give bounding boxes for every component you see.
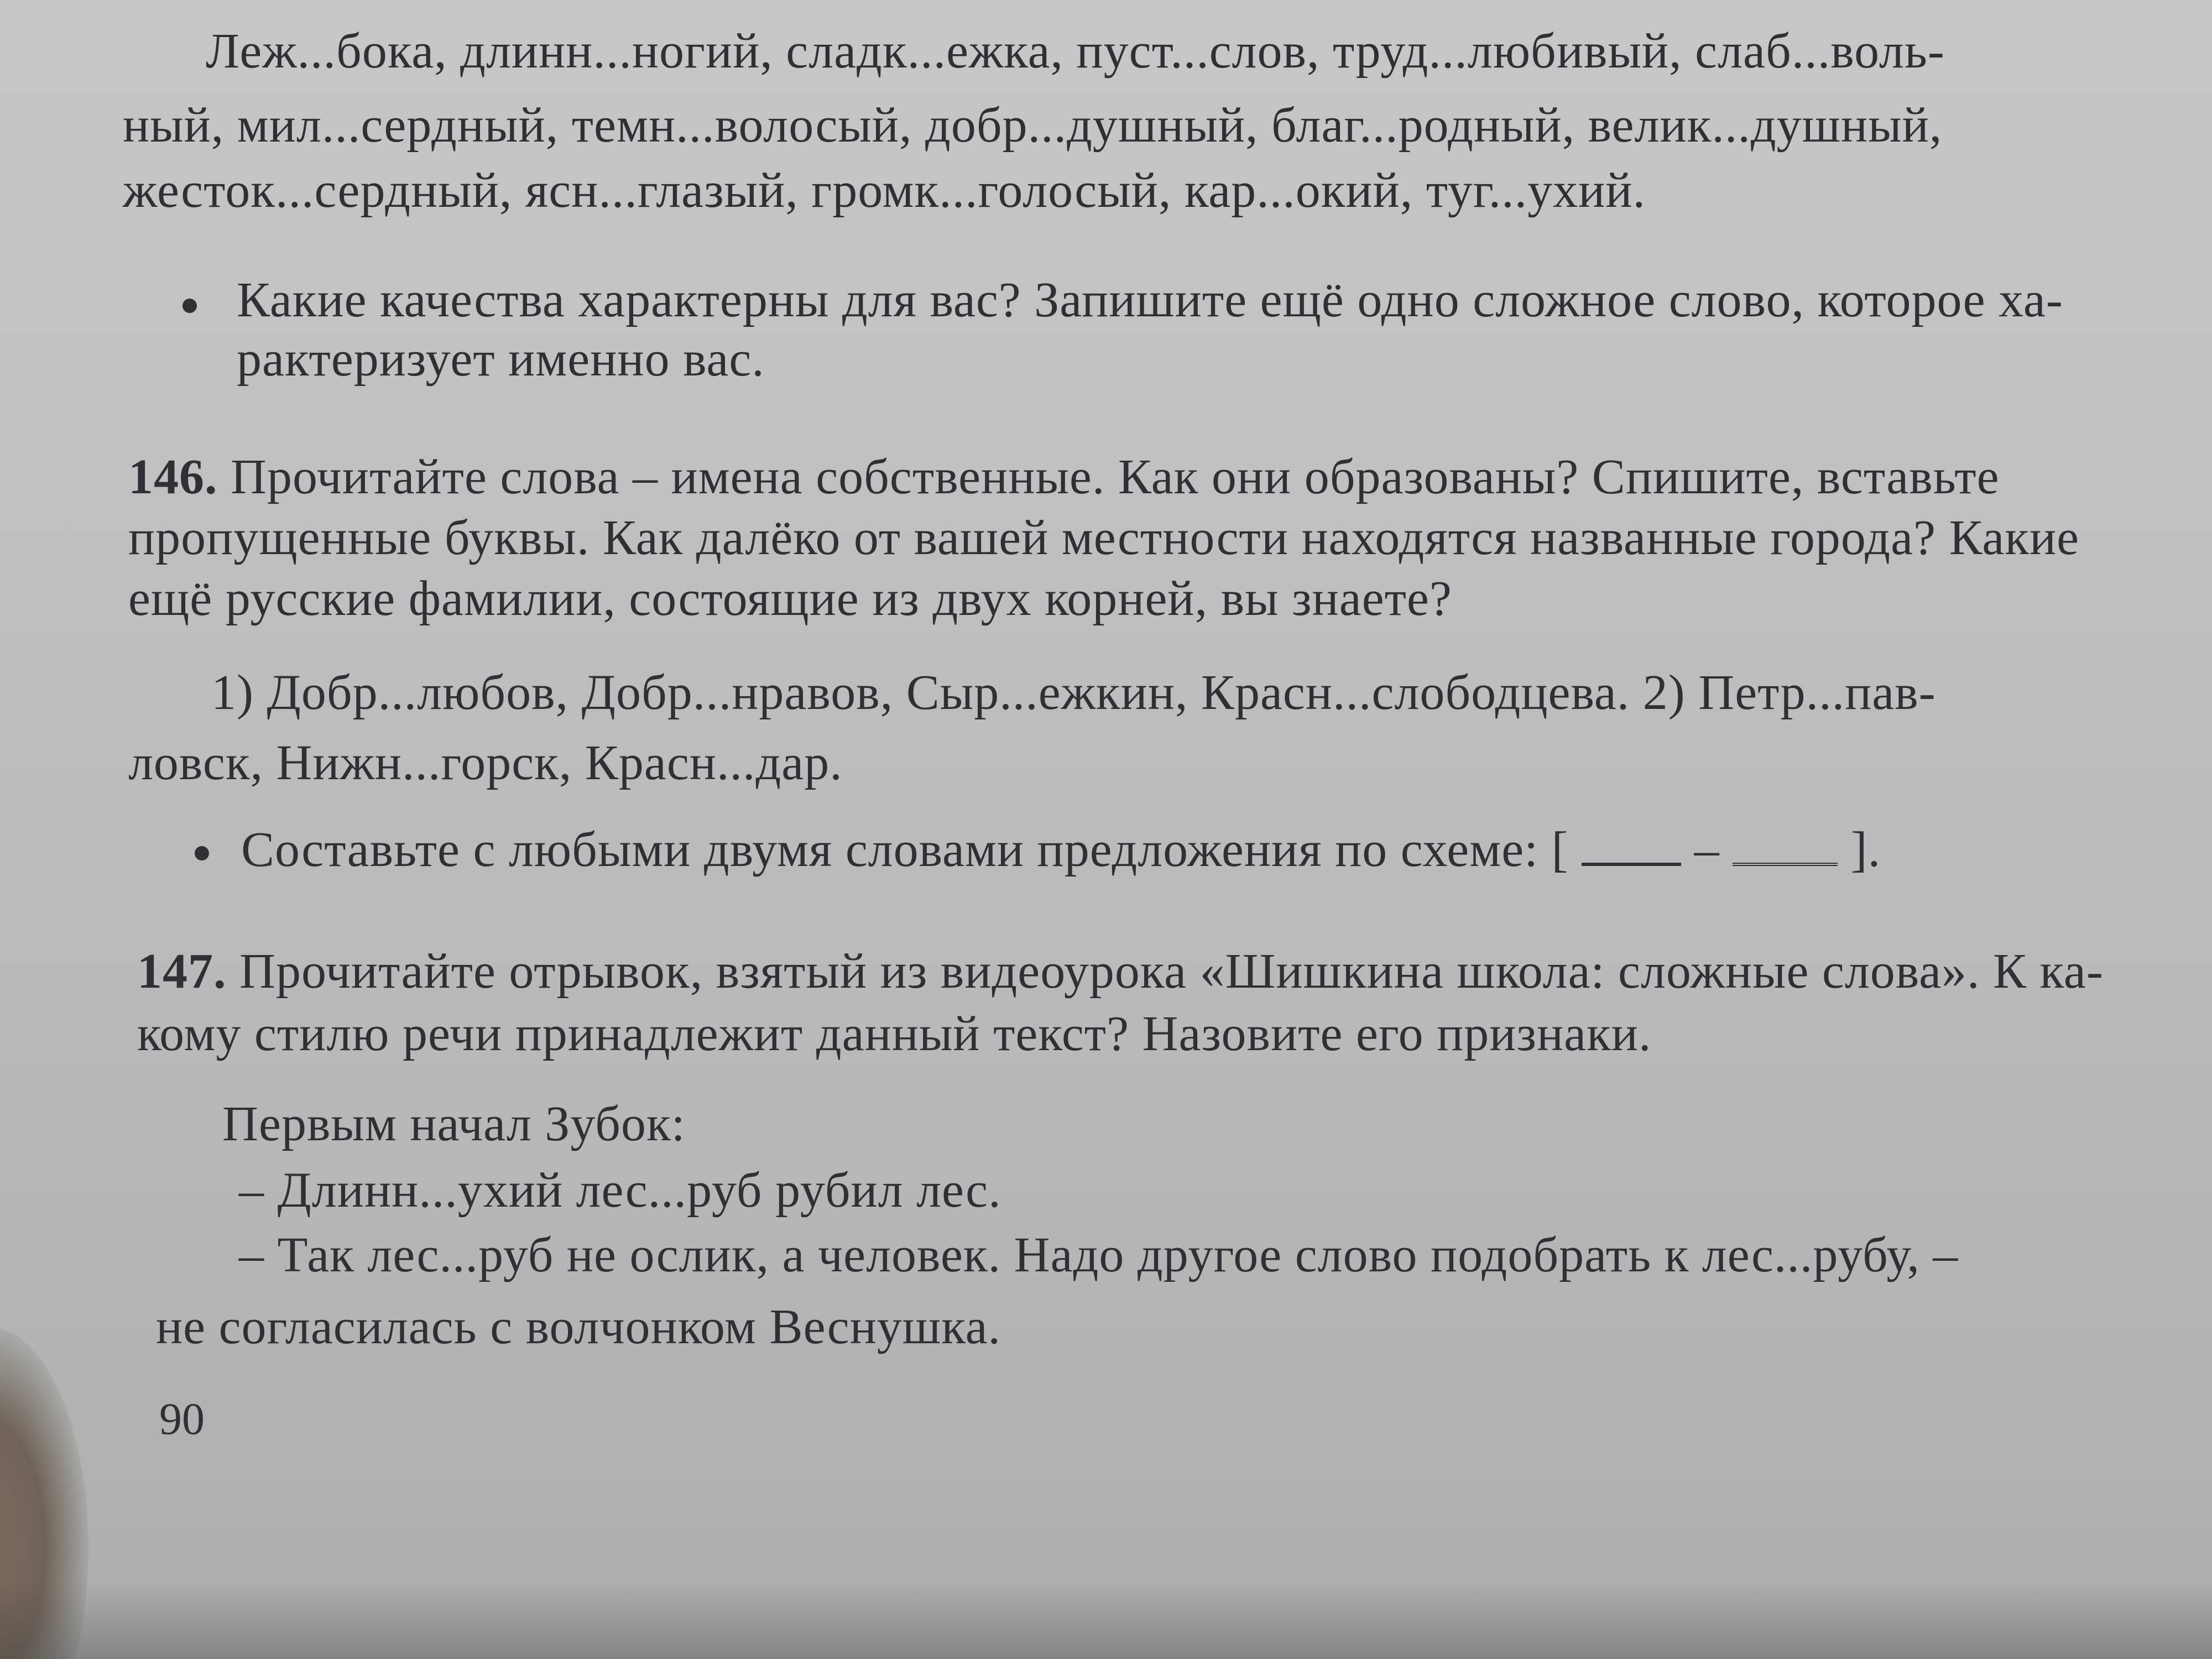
ex147-text-line-2: кому стилю речи принадлежит данный текст? Назовите его признаки. — [137, 1006, 1652, 1061]
page-bottom-shadow — [0, 1582, 2212, 1659]
scheme-blank-1 — [1582, 830, 1681, 866]
ex146-text-line-3: ещё русские фамилии, состоящие из двух корней, вы знаете? — [128, 571, 1452, 626]
ex147-dialogue-line-1: Первым начал Зубок: — [222, 1097, 686, 1151]
ex146-text-line-2: пропущенные буквы. Как далёко от вашей местности находятся названные города? Какие — [128, 510, 2080, 565]
ex145-line-1: Леж...бока, длинн...ногий, сладк...ежка, пуст...слов, труд...любивый, слаб...воль- — [206, 24, 1945, 79]
ex146-text-line-1: Прочитайте слова – имена собственные. Как они образованы? Спишите, вставьте — [231, 450, 2000, 504]
scheme-blank-2 — [1733, 830, 1838, 866]
bullet-icon — [182, 299, 197, 313]
ex145-task-line-2: рактеризует именно вас. — [237, 332, 765, 387]
scheme-end: ]. — [1850, 822, 1881, 877]
ex147-dialogue-line-2: – Длинн...ухий лес...руб рубил лес. — [239, 1163, 1001, 1218]
ex147-dialogue-line-3: – Так лес...руб не ослик, а человек. Надо другое слово подобрать к лес...рубу, – — [239, 1228, 1959, 1282]
page-number: 90 — [159, 1394, 205, 1444]
ex145-line-3: жесток...сердный, ясн...глазый, громк...голосый, кар...окий, туг...ухий. — [123, 163, 1646, 218]
ex146-number: 146. — [128, 450, 218, 504]
ex147-heading-line — [137, 944, 2104, 999]
ex146-words-line-1: 1) Добр...любов, Добр...нравов, Сыр...ежкин, Красн...слободцева. 2) Петр...пав- — [211, 665, 1936, 720]
ex146-task-text: Составьте с любыми двумя словами предложения по схеме: [ — [241, 822, 1569, 877]
ex147-dialogue-line-4: не согласилась с волчонком Веснушка. — [156, 1300, 1001, 1354]
ex146-task — [241, 822, 1881, 877]
ex146-heading-line — [128, 452, 2000, 502]
ex145-line-2: ный, мил...сердный, темн...волосый, добр...душный, благ...родный, велик...душный, — [123, 98, 1943, 153]
ex145-task-line-1: Какие качества характерны для вас? Запишите ещё одно сложное слово, которое ха- — [237, 273, 2063, 327]
ex146-words-line-2: ловск, Нижн...горск, Красн...дар. — [128, 735, 843, 790]
bullet-icon — [195, 846, 209, 860]
scheme-dash: – — [1694, 822, 1720, 877]
ex147-number: 147. — [137, 944, 227, 999]
ex147-text-line-1: Прочитайте отрывок, взятый из видеоурока «Шишкина школа: сложные слова». К ка- — [239, 944, 2104, 999]
